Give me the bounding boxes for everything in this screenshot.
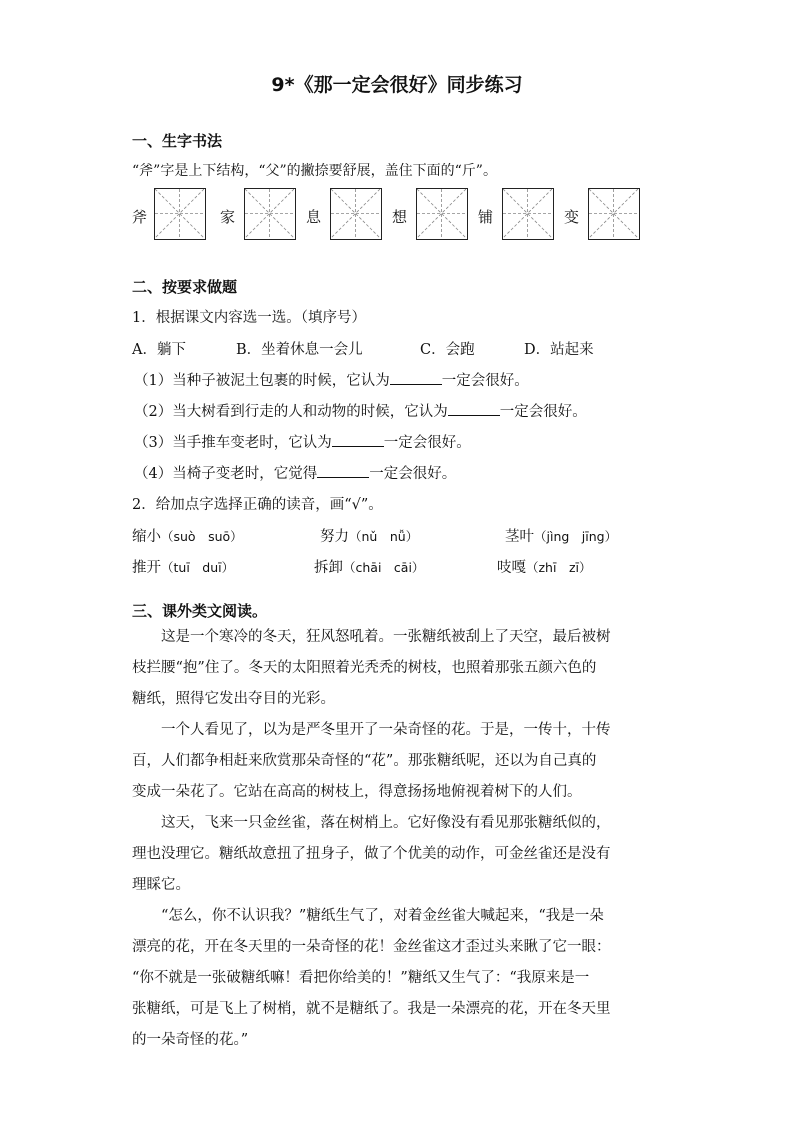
- pinyin-options[interactable]: （zhī zī）: [526, 560, 592, 575]
- passage-line: 这天，飞来一只金丝雀，落在树梢上。它好像没有看见那张糖纸似的，: [132, 815, 611, 831]
- grid-char: 铺: [478, 208, 494, 226]
- pinyin-choice: [320, 525, 418, 546]
- q1-option-b: B．坐着休息一会儿: [236, 342, 363, 358]
- q1-item-text: 一定会很好。: [383, 435, 471, 451]
- q1-item: [134, 400, 587, 421]
- passage-line: 变成一朵花了。它站在高高的树枝上，得意扬扬地俯视着树下的人们。: [132, 784, 582, 800]
- pinyin-choice: [497, 556, 592, 577]
- grid-guides: [331, 189, 380, 238]
- passage-line: “怎么，你不认识我？”糖纸生气了，对着金丝雀大喊起来，“我是一朵: [132, 908, 604, 924]
- pinyin-options[interactable]: （jìng jīng）: [534, 529, 618, 544]
- q1-item-text: （4）当椅子变老时，它觉得: [134, 466, 318, 482]
- writing-box[interactable]: [416, 188, 468, 240]
- writing-box[interactable]: [154, 188, 206, 240]
- answer-blank[interactable]: [448, 401, 500, 416]
- section1-tip: “斧”字是上下结构，“父”的撇捺要舒展，盖住下面的“斤”。: [132, 163, 497, 179]
- q1-item: [134, 431, 471, 452]
- passage-line: “你不就是一张破糖纸嘛！看把你给美的！”糖纸又生气了：“我原来是一: [132, 970, 590, 986]
- q1-item-text: 一定会很好。: [441, 373, 529, 389]
- pinyin-word: 努力: [320, 529, 349, 545]
- pinyin-word: 推开: [132, 560, 161, 576]
- grid-guides: [417, 189, 466, 238]
- reading-passage: [132, 622, 662, 1056]
- pinyin-word: 吱嘎: [497, 560, 526, 576]
- pinyin-word: 茎叶: [505, 529, 534, 545]
- passage-line: 糖纸，照得它发出夺目的光彩。: [132, 691, 335, 707]
- grid-guides: [245, 189, 294, 238]
- writing-box[interactable]: [330, 188, 382, 240]
- passage-line: 这是一个寒冷的冬天，狂风怒吼着。一张糖纸被刮上了天空，最后被树: [132, 629, 611, 645]
- pinyin-word: 拆卸: [314, 560, 343, 576]
- passage-line: 枝拦腰“抱”住了。冬天的太阳照着光秃秃的树枝，也照着那张五颜六色的: [132, 660, 597, 676]
- pinyin-word: 缩小: [132, 529, 161, 545]
- writing-box[interactable]: [588, 188, 640, 240]
- grid-guides: [589, 189, 638, 238]
- section2-heading: 二、按要求做题: [132, 278, 238, 296]
- grid-char: 息: [306, 208, 322, 226]
- answer-blank[interactable]: [317, 463, 369, 478]
- passage-line: 漂亮的花，开在冬天里的一朵奇怪的花！金丝雀这才歪过头来瞅了它一眼：: [132, 939, 611, 955]
- answer-blank[interactable]: [390, 370, 442, 385]
- q1-stem: 1．根据课文内容选一选。（填序号）: [132, 310, 366, 326]
- pinyin-choice: [132, 525, 243, 546]
- q1-item-text: （3）当手推车变老时，它认为: [134, 435, 332, 451]
- grid-guides: [155, 189, 204, 238]
- pinyin-options[interactable]: （suò suō）: [161, 529, 243, 544]
- q2-stem: 2．给加点字选择正确的读音，画“√”。: [132, 497, 383, 513]
- q1-option-a: A．躺下: [132, 342, 186, 358]
- q1-item-text: （1）当种子被泥土包裹的时候，它认为: [134, 373, 390, 389]
- q1-option-c: C．会跑: [420, 342, 475, 358]
- passage-line: 张糖纸，可是飞上了树梢，就不是糖纸了。我是一朵漂亮的花，开在冬天里: [132, 1001, 611, 1017]
- passage-line: 百，人们都争相赶来欣赏那朵奇怪的“花”。那张糖纸呢，还以为自己真的: [132, 753, 597, 769]
- q1-item: [134, 462, 456, 483]
- pinyin-options[interactable]: （tuī duī）: [161, 560, 235, 575]
- answer-blank[interactable]: [332, 432, 384, 447]
- passage-line: 理睬它。: [132, 877, 190, 893]
- q1-item-text: 一定会很好。: [499, 404, 587, 420]
- pinyin-choice: [132, 556, 234, 577]
- grid-guides: [503, 189, 552, 238]
- q1-item-text: 一定会很好。: [369, 466, 457, 482]
- passage-line: 理也没理它。糖纸故意扭了扭身子，做了个优美的动作，可金丝雀还是没有: [132, 846, 611, 862]
- writing-box[interactable]: [502, 188, 554, 240]
- page-title: 9*《那一定会很好》同步练习: [271, 74, 523, 96]
- pinyin-options[interactable]: （chāi cāi）: [343, 560, 425, 575]
- grid-char: 变: [564, 208, 580, 226]
- grid-char: 想: [392, 208, 408, 226]
- q1-item-text: （2）当大树看到行走的人和动物的时候，它认为: [134, 404, 448, 420]
- grid-char: 斧: [132, 208, 148, 226]
- passage-line: 一个人看见了，以为是严冬里开了一朵奇怪的花。于是，一传十，十传: [132, 722, 611, 738]
- grid-char: 家: [220, 208, 236, 226]
- writing-box[interactable]: [244, 188, 296, 240]
- q1-item: [134, 369, 529, 390]
- pinyin-choice: [314, 556, 424, 577]
- pinyin-choice: [505, 525, 617, 546]
- passage-line: 的一朵奇怪的花。”: [132, 1032, 249, 1048]
- pinyin-options[interactable]: （nǔ nǚ）: [349, 529, 419, 544]
- section3-heading: 三、课外类文阅读。: [132, 602, 268, 620]
- section1-heading: 一、生字书法: [132, 132, 223, 150]
- q1-option-d: D．站起来: [524, 342, 594, 358]
